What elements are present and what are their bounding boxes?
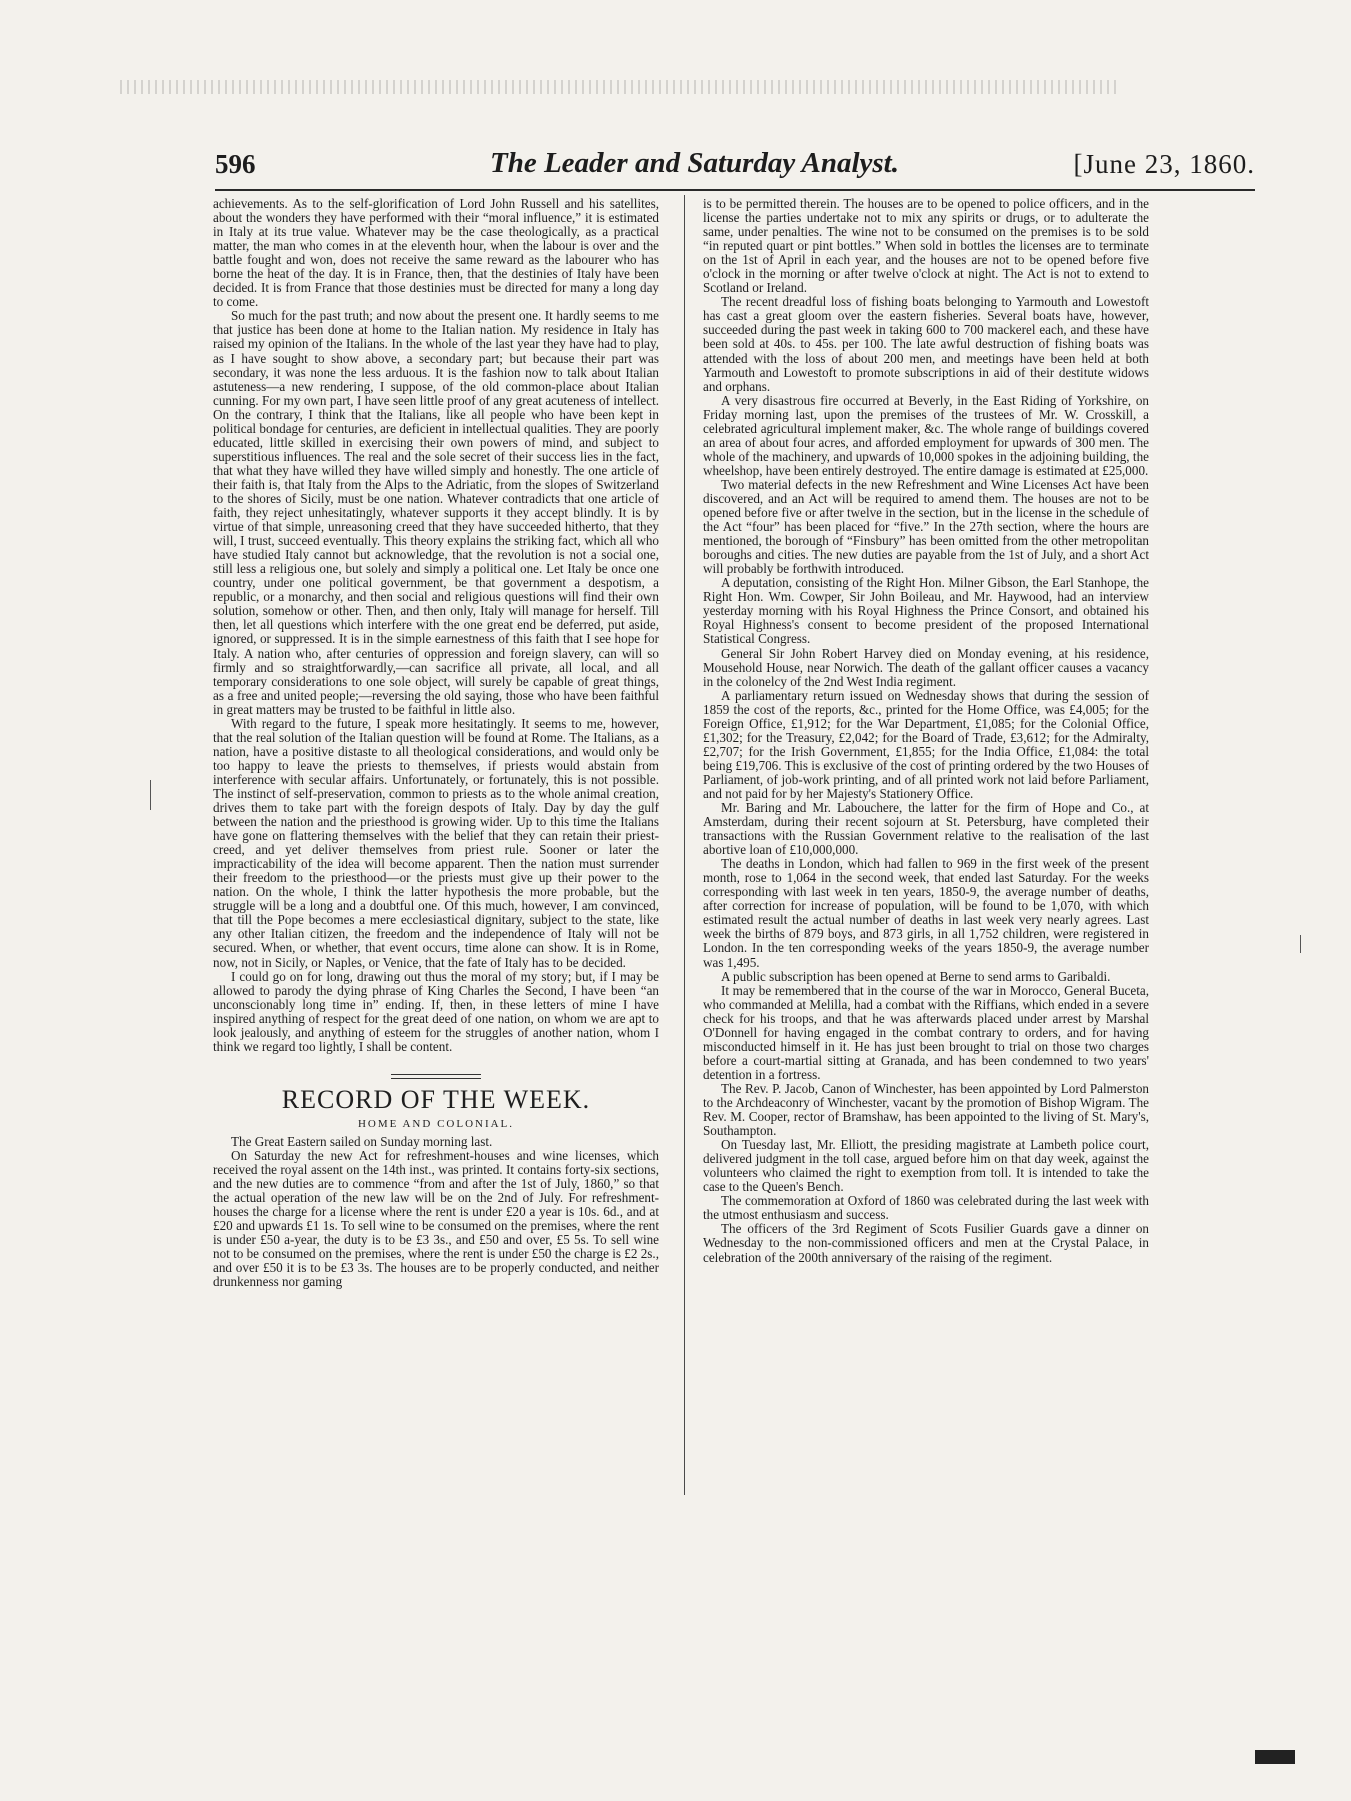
article-paragraph: So much for the past truth; and now about the present one. It hardly seems to me that justice has been done at home to the Italian nation. My residence in Italy has raised my opinion of the Italians. In the whole of the last year they have had to play, as I have sought to show above, a secondary part; but because their part was secondary, it was none the less arduous. It is the fashion now to talk about Italian astuteness—a new rendering, I suppose, of the old common-place about Italian cunning. For my own part, I have seen little proof of any great acuteness of intellect. On the contrary, I think that the Italians, like all people who have been kept in political bondage for centuries, are deficient in intellectual qualities. They are poorly educated, little skilled in exercising their own powers of mind, and subject to superstitious influences. The real and the sole secret of their success lies in the fact, that what they have willed they have willed simply and honestly. The one article of their faith is, that Italy from the Alps to the Adriatic, from the slopes of Switzerland to the shores of Sicily, must be one nation. Whatever contradicts that one article of faith, they reject unhesitatingly, whatever supports it they accept blindly. It is by virtue of that simple, unreasoning creed that they have succeeded hitherto, that they will, I trust, succeed eventually. This theory explains the striking fact, which all who have studied Italy cannot but acknowledge, that the revolution is not a social one, still less a religious one, but solely and simply a political one. Let Italy be once one country, under one political government, be that government a despotism, a republic, or a monarchy, and then social and religious questions will find their own solution, somehow or other. Then, and then only, Italy will manage for herself. Till then, let all questions which interfere with the one great end be deferred, put aside, ignored, or suppressed. It is in the simple earnestness of this faith that I see hope for Italy. A nation who, after centuries of oppression and foreign slavery, can will so firmly and so straightforwardly,—can sacrifice all private, all local, and all temporary considerations to one sole object, will surely be capable of great things, as a free and united people;—reversing the old saying, those who have been faithful in great matters may be trusted to be faithful in little also. (213, 308, 659, 717)
news-item: The Great Eastern sailed on Sunday morning last. (231, 1133, 493, 1149)
news-item: It may be remembered that in the course of the war in Morocco, General Buceta, who commanded at Melilla, had a combat with the Riffians, which ended in a severe check for his troops, and that he was afterwards placed under arrest by Marshal O'Donnell for having engaged in the combat contrary to orders, and for having misconducted himself in it. He has just been brought to trial on those two charges before a court-martial sitting at Granada, and has been condemned to two years' detention in a fortress. (703, 982, 1149, 1082)
issue-date: [June 23, 1860. (1073, 149, 1255, 179)
news-item: The Rev. P. Jacob, Canon of Winchester, has been appointed by Lord Palmerston to the Archdeaconry of Winchester, vacant by the promotion of Bishop Wigram. The Rev. M. Cooper, rector of Bramshaw, has been appointed to the living of St. Mary's, Southampton. (703, 1080, 1149, 1139)
news-item: Two material defects in the new Refreshment and Wine Licenses Act have been discovered, and an Act will be required to amend them. The houses are not to be opened before five or after twelve in the section, but in the license in the schedule of the Act “four” has been placed for “five.” In the 27th section, where the hours are mentioned, the borough of “Finsbury” has been omitted from the other metropolitan boroughs and cities. The new duties are payable from the 1st of July, and a short Act will probably be forthwith introduced. (703, 476, 1149, 577)
news-item: On Tuesday last, Mr. Elliott, the presiding magistrate at Lambeth police court, delivered judgment in the toll case, argued before him on that day week, against the volunteers who claimed the right to exemption from toll. It is intended to take the case to the Queen's Bench. (703, 1137, 1149, 1195)
news-item: A deputation, consisting of the Right Hon. Milner Gibson, the Earl Stanhope, the Right Hon. Wm. Cowper, Sir John Boileau, and Mr. Haywood, had an interview yesterday morning with his Royal Highness the Prince Consort, and obtained his Royal Highness's consent to become president of the proposed International Statistical Congress. (703, 575, 1149, 647)
news-item: On Saturday the new Act for refreshment-houses and wine licenses, which received the royal assent on the 14th inst., was printed. It contains forty-six sections, and the new duties are to commence “from and after the 1st of July, 1860,” so that the actual operation of the new law will be on the 2nd of July. For refreshment-houses the charge for a license where the rent is under £20 a year is 10s. 6d., and at £20 and upwards £1 1s. To sell wine to be consumed on the premises, where the rent is under £50 a-year, the duty is to be £3 3s., and £50 and over, £5 5s. To sell wine not to be consumed on the premises, where the rent is under £50 the charge is £2 2s., and over £50 it is to be £3 3s. The houses are to be properly conducted, and neither drunkenness nor gaming (213, 1147, 659, 1290)
page-header (215, 145, 1255, 185)
news-item: The officers of the 3rd Regiment of Scots Fusilier Guards gave a dinner on Wednesday to the non-commissioned officers and men at the Crystal Palace, in celebration of the 200th anniversary of the raising of the regiment. (703, 1221, 1149, 1265)
news-item: The deaths in London, which had fallen to 969 in the first week of the present month, rose to 1,064 in the second week, that ended last Saturday. For the weeks corresponding with last week in ten years, 1850-9, the average number of deaths, after correction for increase of population, will be found to be 1,070, with which estimated result the actual number of deaths in last week very nearly agrees. Last week the births of 879 boys, and 873 girls, in all 1,752 children, were registered in London. In the ten corresponding weeks of the years 1850-9, the average number was 1,495. (703, 856, 1149, 970)
news-item: A public subscription has been opened at Berne to send arms to Garibaldi. (721, 968, 1111, 984)
article-paragraph: With regard to the future, I speak more hesitatingly. It seems to me, however, that the real solution of the Italian question will be found at Rome. The Italians, as a nation, have a positive distaste to all theological considerations, and would only be too happy to leave the priests to themselves, if priests would abstain from interference with secular affairs. Unfortunately, or fortunately, this is not possible. The instinct of self-preservation, common to priests as to the whole animal creation, drives them to take part with the foreign despots of Italy. Day by day the gulf between the nation and the priesthood is growing wider. Up to this time the Italians have gone on flattering themselves with the belief that they can retain their priest-creed, and yet deliver themselves from priest rule. Sooner or later the impracticability of the idea will become apparent. Then the nation must surrender their freedom to the priesthood—or the priests must give up their power to the nation. On the whole, I think the latter hypothesis the more probable, but the struggle will be a long and a doubtful one. Of this much, however, I am convinced, that till the Pope becomes a mere ecclesiastical dignitary, subject to the state, like any other Italian citizen, the freedom and the independence of Italy will not be secured. When, or whether, that event occurs, time alone can show. It is in Rome, now, not in Sicily, or Naples, or Venice, that the fate of Italy has to be decided. (213, 715, 659, 970)
section-heading (213, 1074, 659, 1131)
section-rule (391, 1074, 481, 1079)
header-rule (215, 189, 1255, 191)
news-item: The commemoration at Oxford of 1860 was celebrated during the last week with the utmost enthusiasm and success. (703, 1193, 1149, 1223)
news-item: The recent dreadful loss of fishing boats belonging to Yarmouth and Lowestoft has cast a great gloom over the eastern fisheries. Several boats have, however, succeeded during the past week in taking 600 to 700 mackerel each, and these have been sold at 40s. to 45s. per 100. The late awful destruction of fishing boats was attended with the loss of about 200 men, and meetings have been held at both Yarmouth and Lowestoft to promote subscriptions in aid of their destitute widows and orphans. (703, 294, 1149, 394)
news-item: is to be permitted therein. The houses are to be opened to police officers, and in the license the parties undertake not to mix any spirits or drugs, or to adulterate the same, under penalties. The wine not to be consumed on the premises is to be sold “in reputed quart or pint bottles.” When sold in bottles the licenses are to terminate on the 1st of April in each year, and the houses are not to be opened before five o'clock in the morning or after twelve o'clock at night. The Act is not to extend to Scotland or Ireland. (703, 196, 1149, 296)
scan-edge-mark (1255, 1750, 1295, 1764)
left-column (213, 197, 659, 1289)
scan-margin-mark (150, 780, 151, 810)
article-paragraph: achievements. As to the self-glorification of Lord John Russell and his satellites, about the wonders they have performed with their “moral influence,” it is estimated in Italy at its true value. Whatever may be the case theologically, as a practical matter, the man who comes in at the eleventh hour, when the labour is over and the battle fought and won, does not receive the same reward as the labourer who has borne the heat of the day. It is in France, then, that the destinies of Italy have been decided. It is from France that those destinies must be directed for many a long day to come. (213, 196, 659, 310)
column-divider (684, 195, 685, 1495)
section-subtitle: HOME AND COLONIAL. (357, 1117, 515, 1130)
news-item: A very disastrous fire occurred at Beverly, in the East Riding of Yorkshire, on Friday morning last, upon the premises of the trustees of Mr. W. Crosskill, a celebrated agricultural implement maker, &c. The whole range of buildings covered an area of about four acres, and afforded employment for upwards of 300 men. The whole of the machinery, and upwards of 10,000 spokes in the adjoining building, the wheelshop, have been entirely destroyed. The entire damage is estimated at £25,000. (703, 392, 1149, 478)
news-item: A parliamentary return issued on Wednesday shows that during the session of 1859 the cost of the reports, &c., printed for the Home Office, was £4,005; for the Foreign Office, £1,912; for the War Department, £1,085; for the Colonial Office, £1,302; for the Treasury, £2,042; for the Board of Trade, £3,612; for the Admiralty, £2,707; for the Irish Government, £1,855; for the India Office, £1,084: the total being £19,706. This is exclusive of the cost of printing ordered by the two Houses of Parliament, of job-work printing, and of all printed work not laid before Parliament, and not paid for by her Majesty's Stationery Office. (703, 687, 1149, 801)
scan-noise-band (120, 80, 1120, 94)
news-item: Mr. Baring and Mr. Labouchere, the latter for the firm of Hope and Co., at Amsterdam, during their recent sojourn at St. Petersburg, have completed their transactions with the Russian Government relative to the realisation of the last abortive loan of £10,000,000. (703, 800, 1149, 858)
right-column (703, 197, 1149, 1265)
page-number: 596 (215, 149, 256, 179)
publication-title: The Leader and Saturday Analyst. (490, 147, 899, 179)
article-paragraph: I could go on for long, drawing out thus the moral of my story; but, if I may be allowed to parody the dying phrase of King Charles the Second, I have been “an unconscionably long time in” ending. If, then, in these letters of mine I have inspired anything of respect for the great deed of one nation, on whom we are apt to look jealously, and anything of esteem for the struggles of another nation, whom I think we regard too lightly, I shall be content. (213, 968, 659, 1054)
scan-margin-mark (1300, 935, 1301, 953)
news-item: General Sir John Robert Harvey died on Monday evening, at his residence, Mousehold House, near Norwich. The death of the gallant officer causes a vacancy in the colonelcy of the 2nd West India regiment. (703, 645, 1149, 689)
section-title: RECORD OF THE WEEK. (281, 1084, 591, 1114)
